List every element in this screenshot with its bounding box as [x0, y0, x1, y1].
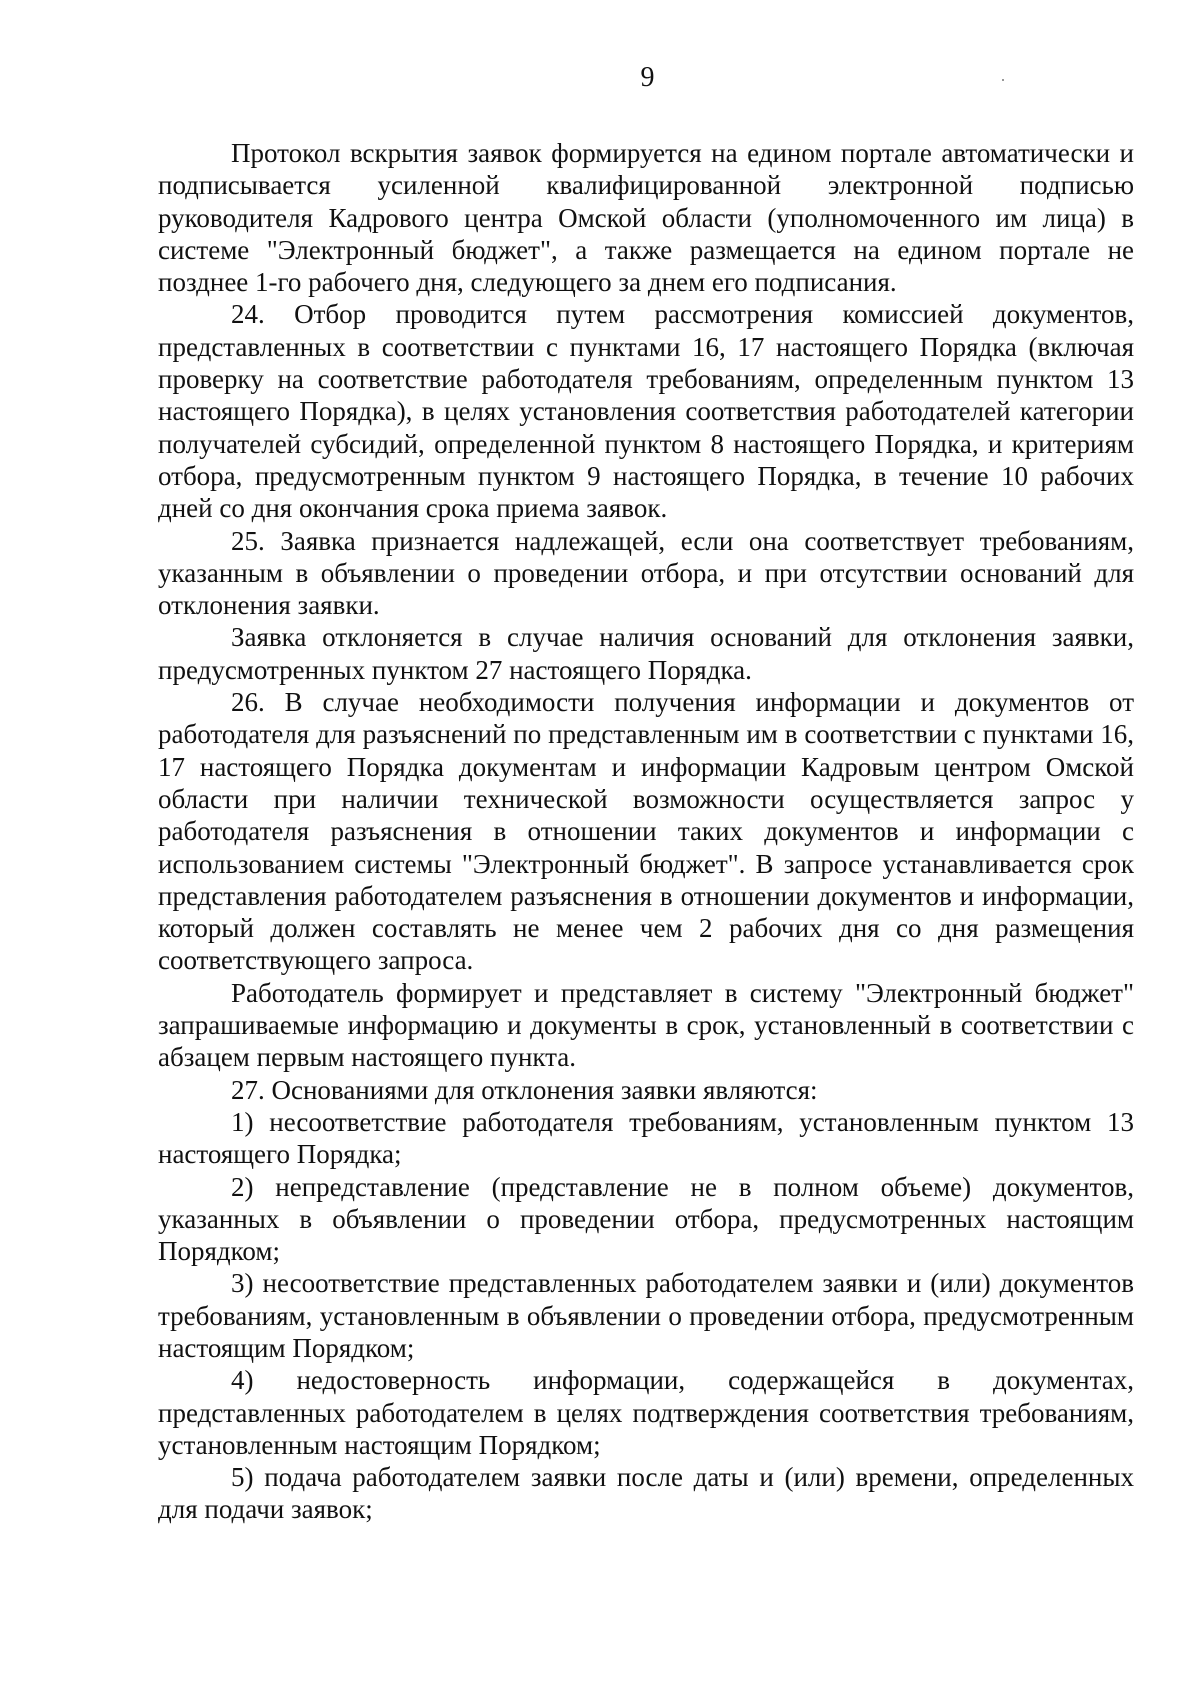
paragraph-rejection-note: Заявка отклоняется в случае наличия оснований для отклонения заявки, предусмотренных пунктом 27 настоящего Порядка. — [158, 622, 1134, 685]
paragraph-item-27: 27. Основаниями для отклонения заявки являются: — [231, 1074, 818, 1105]
paragraph-item-25: 25. Заявка признается надлежащей, если она соответствует требованиям, указанным в объявлении о проведении отбора, и при отсутствии оснований для отклонения заявки. — [158, 525, 1134, 621]
paragraph-item-26: 26. В случае необходимости получения информации и документов от работодателя для разъяснений по представленным им в соответствии с пунктами 16, 17 настоящего Порядка документам и информации Кадровым центром Омской области при наличии технической возможности осуществляется запрос у работодателя разъяснения в отношении таких документов и информации с использованием системы "Электронный бюджет". В запросе устанавливается срок представления работодателем разъяснения в отношении документов и информации, который должен составлять не менее чем 2 рабочих дня со дня размещения соответствующего запроса. — [158, 687, 1134, 976]
list-item-4: 4) недостоверность информации, содержащейся в документах, представленных работодателем в целях подтверждения соответствия требованиям, установленным настоящим Порядком; — [158, 1365, 1134, 1460]
document-body — [158, 137, 1134, 1526]
list-item-2: 2) непредставление (представление не в полном объеме) документов, указанных в объявлении о проведении отбора, предусмотренных настоящим Порядком; — [158, 1171, 1134, 1267]
paragraph-item-24: 24. Отбор проводится путем рассмотрения комиссией документов, представленных в соответствии с пунктами 16, 17 настоящего Порядка (включая проверку на соответствие работодателя требованиям, определенным пунктом 13 настоящего Порядка), в целях установления соответствия работодателей категории получателей субсидий, определенной пунктом 8 настоящего Порядка, и критериям отбора, предусмотренным пунктом 9 настоящего Порядка, в течение 10 рабочих дней со дня окончания срока приема заявок. — [158, 299, 1134, 524]
list-item-3: 3) несоответствие представленных работодателем заявки и (или) документов требованиям, установленным в объявлении о проведении отбора, предусмотренным настоящим Порядком; — [158, 1268, 1134, 1363]
scan-speck — [1002, 79, 1004, 81]
list-item-1: 1) несоответствие работодателя требованиям, установленным пунктом 13 настоящего Порядка; — [158, 1106, 1134, 1170]
list-item-5: 5) подача работодателем заявки после даты и (или) времени, определенных для подачи заявок; — [158, 1462, 1134, 1525]
page-number: 9 — [640, 62, 655, 93]
paragraph-protocol: Протокол вскрытия заявок формируется на едином портале автоматически и подписывается усиленной квалифицированной электронной подписью руководителя Кадрового центра Омской области (уполномоченного им лица) в системе "Электронный бюджет", а также размещается на едином портале не позднее 1-го рабочего дня, следующего за днем его подписания. — [158, 138, 1134, 298]
paragraph-employer-response: Работодатель формирует и представляет в систему "Электронный бюджет" запрашиваемые информацию и документы в срок, установленный в соответствии с абзацем первым настоящего пункта. — [158, 977, 1134, 1073]
